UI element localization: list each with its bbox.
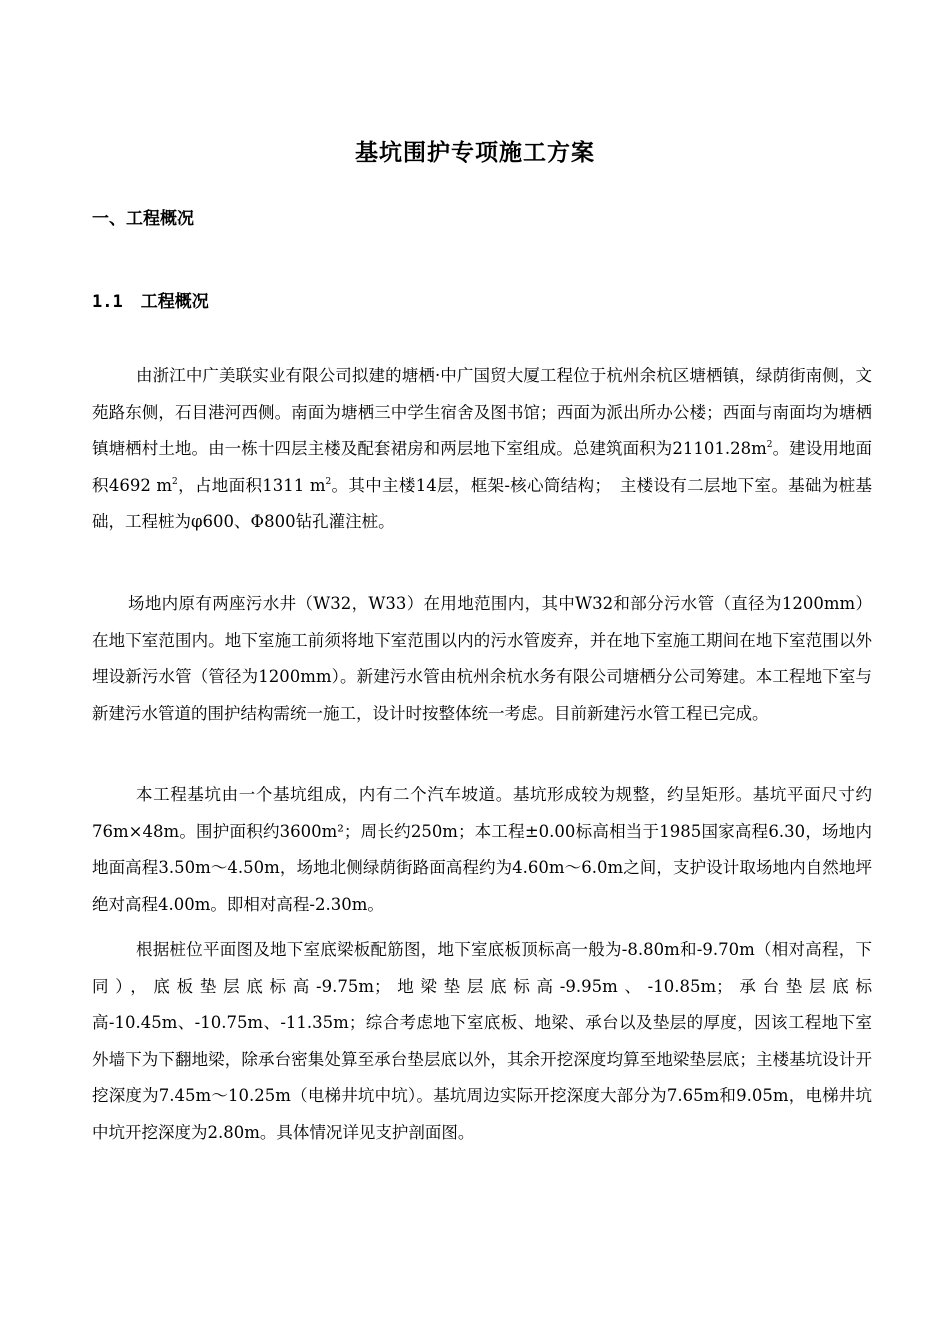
paragraph-text: ，占地面积1311 m: [177, 475, 326, 495]
paragraph-pit-dimensions: 本工程基坑由一个基坑组成，内有二个汽车坡道。基坑形成较为规整，约呈矩形。基坑平面尺寸约76m×48m。围护面积约3600m²；周长约250m；本工程±0.00标高相当于1985国家高程6.30，场地内地面高程3.50m～4.50m，场地北侧绿荫街路面高程约为4.60m～6.0m之间，支护设计取场地内自然地坪绝对高程4.00m。即相对高程-2.30m。: [92, 785, 872, 914]
subsection-title: 工程概况: [140, 292, 209, 312]
superscript: 2: [172, 476, 178, 487]
paragraph-sewer-wells: 场地内原有两座污水井（W32，W33）在用地范围内，其中W32和部分污水管（直径为1200mm）在地下室范围内。地下室施工前须将地下室范围以内的污水管废弃，并在地下室施工期间在地下室范围以外埋设新污水管（管径为1200mm）。新建污水管由杭州余杭水务有限公司塘栖分公司筹建。本工程地下室与新建污水管道的围护结构需统一施工，设计时按整体统一考虑。目前新建污水管工程已完成。: [92, 594, 872, 723]
subsection-number: 1.1: [92, 292, 123, 312]
superscript: 2: [766, 440, 773, 450]
paragraph-project-location: [92, 358, 872, 541]
paragraph-text: 。建设用地面积4692 m: [92, 439, 872, 495]
subsection-heading: [92, 287, 209, 312]
section-heading: 一、工程概况: [92, 209, 194, 229]
document-title: 基坑围护专项施工方案: [355, 140, 595, 166]
paragraph-excavation-depth: 根据桩位平面图及地下室底梁板配筋图，地下室底板顶标高一般为-8.80m和-9.70m（相对高程，下同），底板垫层底标高-9.75m；地梁垫层底标高-9.95m、-10.85m；承台垫层底标高-10.45m、-10.75m、-11.35m；综合考虑地下室底板、地梁、承台以及垫层的厚度，因该工程地下室外墙下为下翻地梁，除承台密集处算至承台垫层底以外，其余开挖深度均算至地梁垫层底；主楼基坑设计开挖深度为7.45m～10.25m（电梯井坑中坑）。基坑周边实际开挖深度大部分为7.65m和9.05m，电梯井坑中坑开挖深度为2.80m。具体情况详见支护剖面图。: [92, 940, 872, 1142]
paragraph-text: 由浙江中广美联实业有限公司拟建的塘栖·中广国贸大厦工程位于杭州余杭区塘栖镇，绿荫街南侧，文苑路东侧，石目港河西侧。南面为塘栖三中学生宿舍及图书馆；西面为派出所办公楼；西面与南面均为塘栖镇塘栖村土地。由一栋十四层主楼及配套裙房和两层地下室组成。总建筑面积为21101.28m: [92, 366, 872, 458]
superscript: 2: [325, 476, 332, 487]
paragraph-text: 。其中主楼14层，框架-核心筒结构； 主楼设有二层地下室。基础为桩基础，工程桩为φ600、Φ800钻孔灌注桩。: [92, 475, 872, 531]
